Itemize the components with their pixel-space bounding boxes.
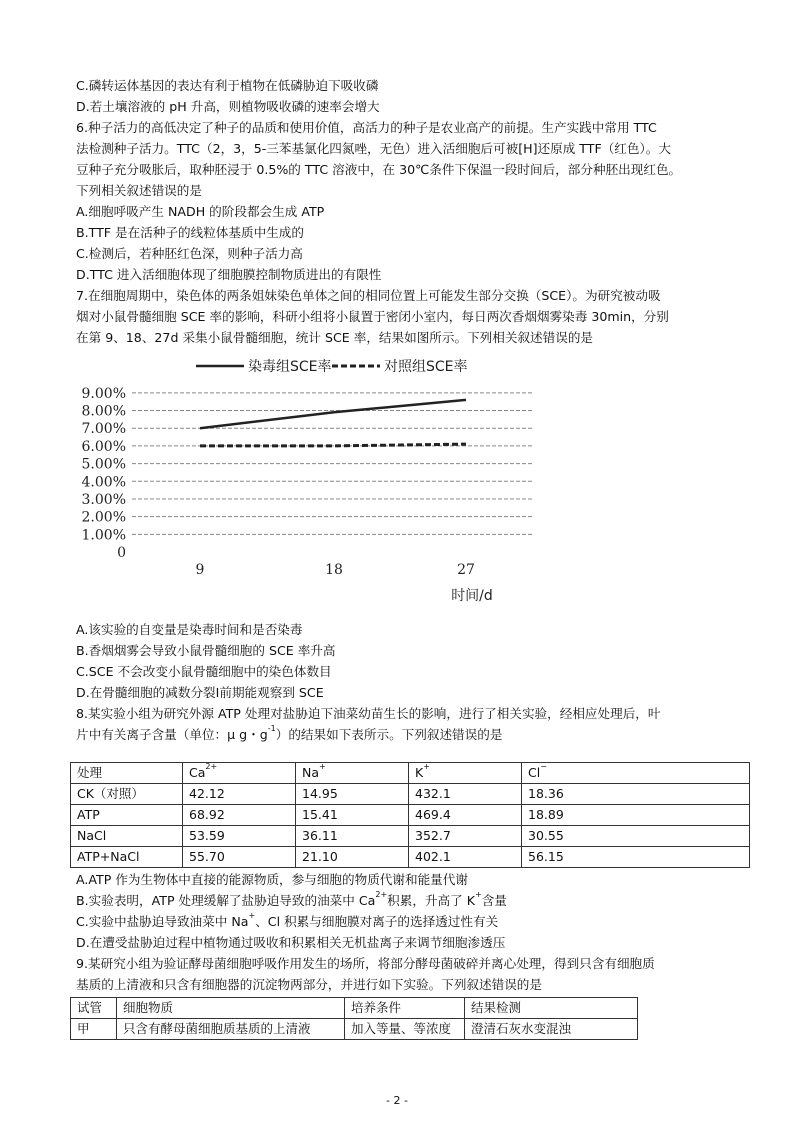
cell: ATP xyxy=(71,805,183,826)
y-tick-label: 9.00% xyxy=(81,385,126,402)
header-cell: 结果检测 xyxy=(465,998,638,1019)
cell: 15.41 xyxy=(296,805,409,826)
header-cell: Na+ xyxy=(296,763,409,784)
header-cell: 处理 xyxy=(71,763,183,784)
x-tick-label: 18 xyxy=(325,562,343,578)
header-cell: K+ xyxy=(409,763,522,784)
cell: ATP+NaCl xyxy=(71,847,183,868)
q6-stem-line: 法检测种子活力。TTC（2，3，5-三苯基氯化四氮唑，无色）进入活细胞后可被[H]还原成 TTF（红色）。大 xyxy=(76,141,671,156)
header-cell: 细胞物质 xyxy=(117,998,345,1019)
q9-stem-line: 基质的上清液和只含有细胞器的沉淀物两部分，并进行如下实验。下列叙述错误的是 xyxy=(76,977,542,992)
cell: 402.1 xyxy=(409,847,522,868)
q8-stem-line: 8.某实验小组为研究外源 ATP 处理对盐胁迫下油菜幼苗生长的影响，进行了相关实验，经相应处理后，叶 xyxy=(76,706,661,721)
header-cell: Cl− xyxy=(522,763,750,784)
q5-option-c: C.磷转运体基因的表达有利于植物在低磷胁迫下吸收磷 xyxy=(76,78,379,93)
header-cell: 培养条件 xyxy=(345,998,465,1019)
cell: NaCl xyxy=(71,826,183,847)
q6-option-d: D.TTC 进入活细胞体现了细胞膜控制物质进出的有限性 xyxy=(76,267,382,282)
header-cell: $Ca^{2+}$ xyxy=(183,763,296,784)
y-tick-label: 6.00% xyxy=(81,438,126,455)
cell: 18.89 xyxy=(522,805,750,826)
table-header-row xyxy=(71,998,638,1019)
cell: 14.95 xyxy=(296,784,409,805)
q7-stem-line: 在第 9、18、27d 采集小鼠骨髓细胞，统计 SCE 率，结果如图所示。下列相关叙述错误的是 xyxy=(76,330,594,345)
q8-option-a: A.ATP 作为生物体中直接的能源物质，参与细胞的物质代谢和能量代谢 xyxy=(76,872,468,887)
y-tick-label: 1.00% xyxy=(81,527,126,544)
q7-option-a: A.该实验的自变量是染毒时间和是否染毒 xyxy=(76,622,303,637)
q8-stem-line: 片中有关离子含量（单位：μ g・$g^{-1}$）的结果如下表所示。下列叙述错误的是 xyxy=(76,724,503,742)
q6-stem-line: 下列相关叙述错误的是 xyxy=(76,183,202,198)
ion-content-table xyxy=(70,762,750,868)
table-row xyxy=(71,805,750,826)
page-number: - 2 - xyxy=(386,1094,408,1107)
chart-svg xyxy=(70,348,550,610)
cell: 469.4 xyxy=(409,805,522,826)
yeast-experiment-table xyxy=(70,997,638,1040)
cell: 68.92 xyxy=(183,805,296,826)
cell: 18.36 xyxy=(522,784,750,805)
y-tick-label: 2.00% xyxy=(81,509,126,526)
table-row xyxy=(71,826,750,847)
table-row xyxy=(71,847,750,868)
header-cell: 试管 xyxy=(71,998,117,1019)
cell: 53.59 xyxy=(183,826,296,847)
y-tick-label: 3.00% xyxy=(81,491,126,508)
series-line-exposed xyxy=(200,400,466,428)
y-tick-label: 0 xyxy=(117,545,126,561)
y-tick-label: 8.00% xyxy=(81,403,126,420)
y-tick-label: 7.00% xyxy=(81,421,126,438)
cell: 21.10 xyxy=(296,847,409,868)
q8-option-d: D.在遭受盐胁迫过程中植物通过吸收和积累相关无机盐离子来调节细胞渗透压 xyxy=(76,935,506,950)
cell: 42.12 xyxy=(183,784,296,805)
q8-option-c: C.实验中盐胁迫导致油菜中 Na+、Cl 积累与细胞膜对离子的选择透过性有关 xyxy=(76,911,499,929)
table-row xyxy=(71,1019,638,1040)
y-tick-label: 4.00% xyxy=(81,474,126,491)
table-header-row xyxy=(71,763,750,784)
sce-line-chart xyxy=(70,348,550,610)
q6-option-a: A.细胞呼吸产生 NADH 的阶段都会生成 ATP xyxy=(76,204,325,219)
q7-option-b: B.香烟烟雾会导致小鼠骨髓细胞的 SCE 率升高 xyxy=(76,643,336,658)
cell: 甲 xyxy=(71,1019,117,1040)
q8-option-b: B.实验表明，ATP 处理缓解了盐胁迫导致的油菜中 $Ca^{2+}$积累，升高了 K+含量 xyxy=(76,890,507,908)
cell: 只含有酵母菌细胞质基质的上清液 xyxy=(117,1019,345,1040)
q7-option-c: C.SCE 不会改变小鼠骨髓细胞中的染色体数目 xyxy=(76,664,332,679)
q6-stem-line: 6.种子活力的高低决定了种子的品质和使用价值，高活力的种子是农业高产的前提。生产实践中常用 TTC xyxy=(76,120,657,135)
q6-option-b: B.TTF 是在活种子的线粒体基质中生成的 xyxy=(76,225,304,240)
table-row xyxy=(71,784,750,805)
q7-stem-line: 烟对小鼠骨髓细胞 SCE 率的影响，科研小组将小鼠置于密闭小室内，每日两次香烟烟雾染毒 30min，分别 xyxy=(76,309,669,324)
cell: 55.70 xyxy=(183,847,296,868)
q7-option-d: D.在骨髓细胞的减数分裂Ⅰ前期能观察到 SCE xyxy=(76,685,324,700)
legend-label: 染毒组SCE率 xyxy=(248,359,332,375)
q9-stem-line: 9.某研究小组为验证酵母菌细胞呼吸作用发生的场所，将部分酵母菌破碎并离心处理，得到只含有细胞质 xyxy=(76,956,655,971)
cell: 澄清石灰水变混浊 xyxy=(465,1019,638,1040)
cell: 加入等量、等浓度 xyxy=(345,1019,465,1040)
x-axis-label: 时间/d xyxy=(451,588,493,604)
cell: 56.15 xyxy=(522,847,750,868)
x-tick-label: 27 xyxy=(457,562,475,578)
y-tick-label: 5.00% xyxy=(81,456,126,473)
cell: 432.1 xyxy=(409,784,522,805)
cell: CK（对照） xyxy=(71,784,183,805)
q6-stem-line: 豆种子充分吸胀后，取种胚浸于 0.5%的 TTC 溶液中，在 30℃条件下保温一段时间后，部分种胚出现红色。 xyxy=(76,162,682,177)
cell: 36.11 xyxy=(296,826,409,847)
q6-option-c: C.检测后，若种胚红色深，则种子活力高 xyxy=(76,246,303,261)
q5-option-d: D.若土壤溶液的 pH 升高，则植物吸收磷的速率会增大 xyxy=(76,99,380,114)
q7-stem-line: 7.在细胞周期中，染色体的两条姐妹染色单体之间的相同位置上可能发生部分交换（SCE）。为研究被动吸 xyxy=(76,288,661,303)
cell: 30.55 xyxy=(522,826,750,847)
cell: 352.7 xyxy=(409,826,522,847)
x-tick-label: 9 xyxy=(195,562,205,578)
legend-label: 对照组SCE率 xyxy=(384,359,468,375)
